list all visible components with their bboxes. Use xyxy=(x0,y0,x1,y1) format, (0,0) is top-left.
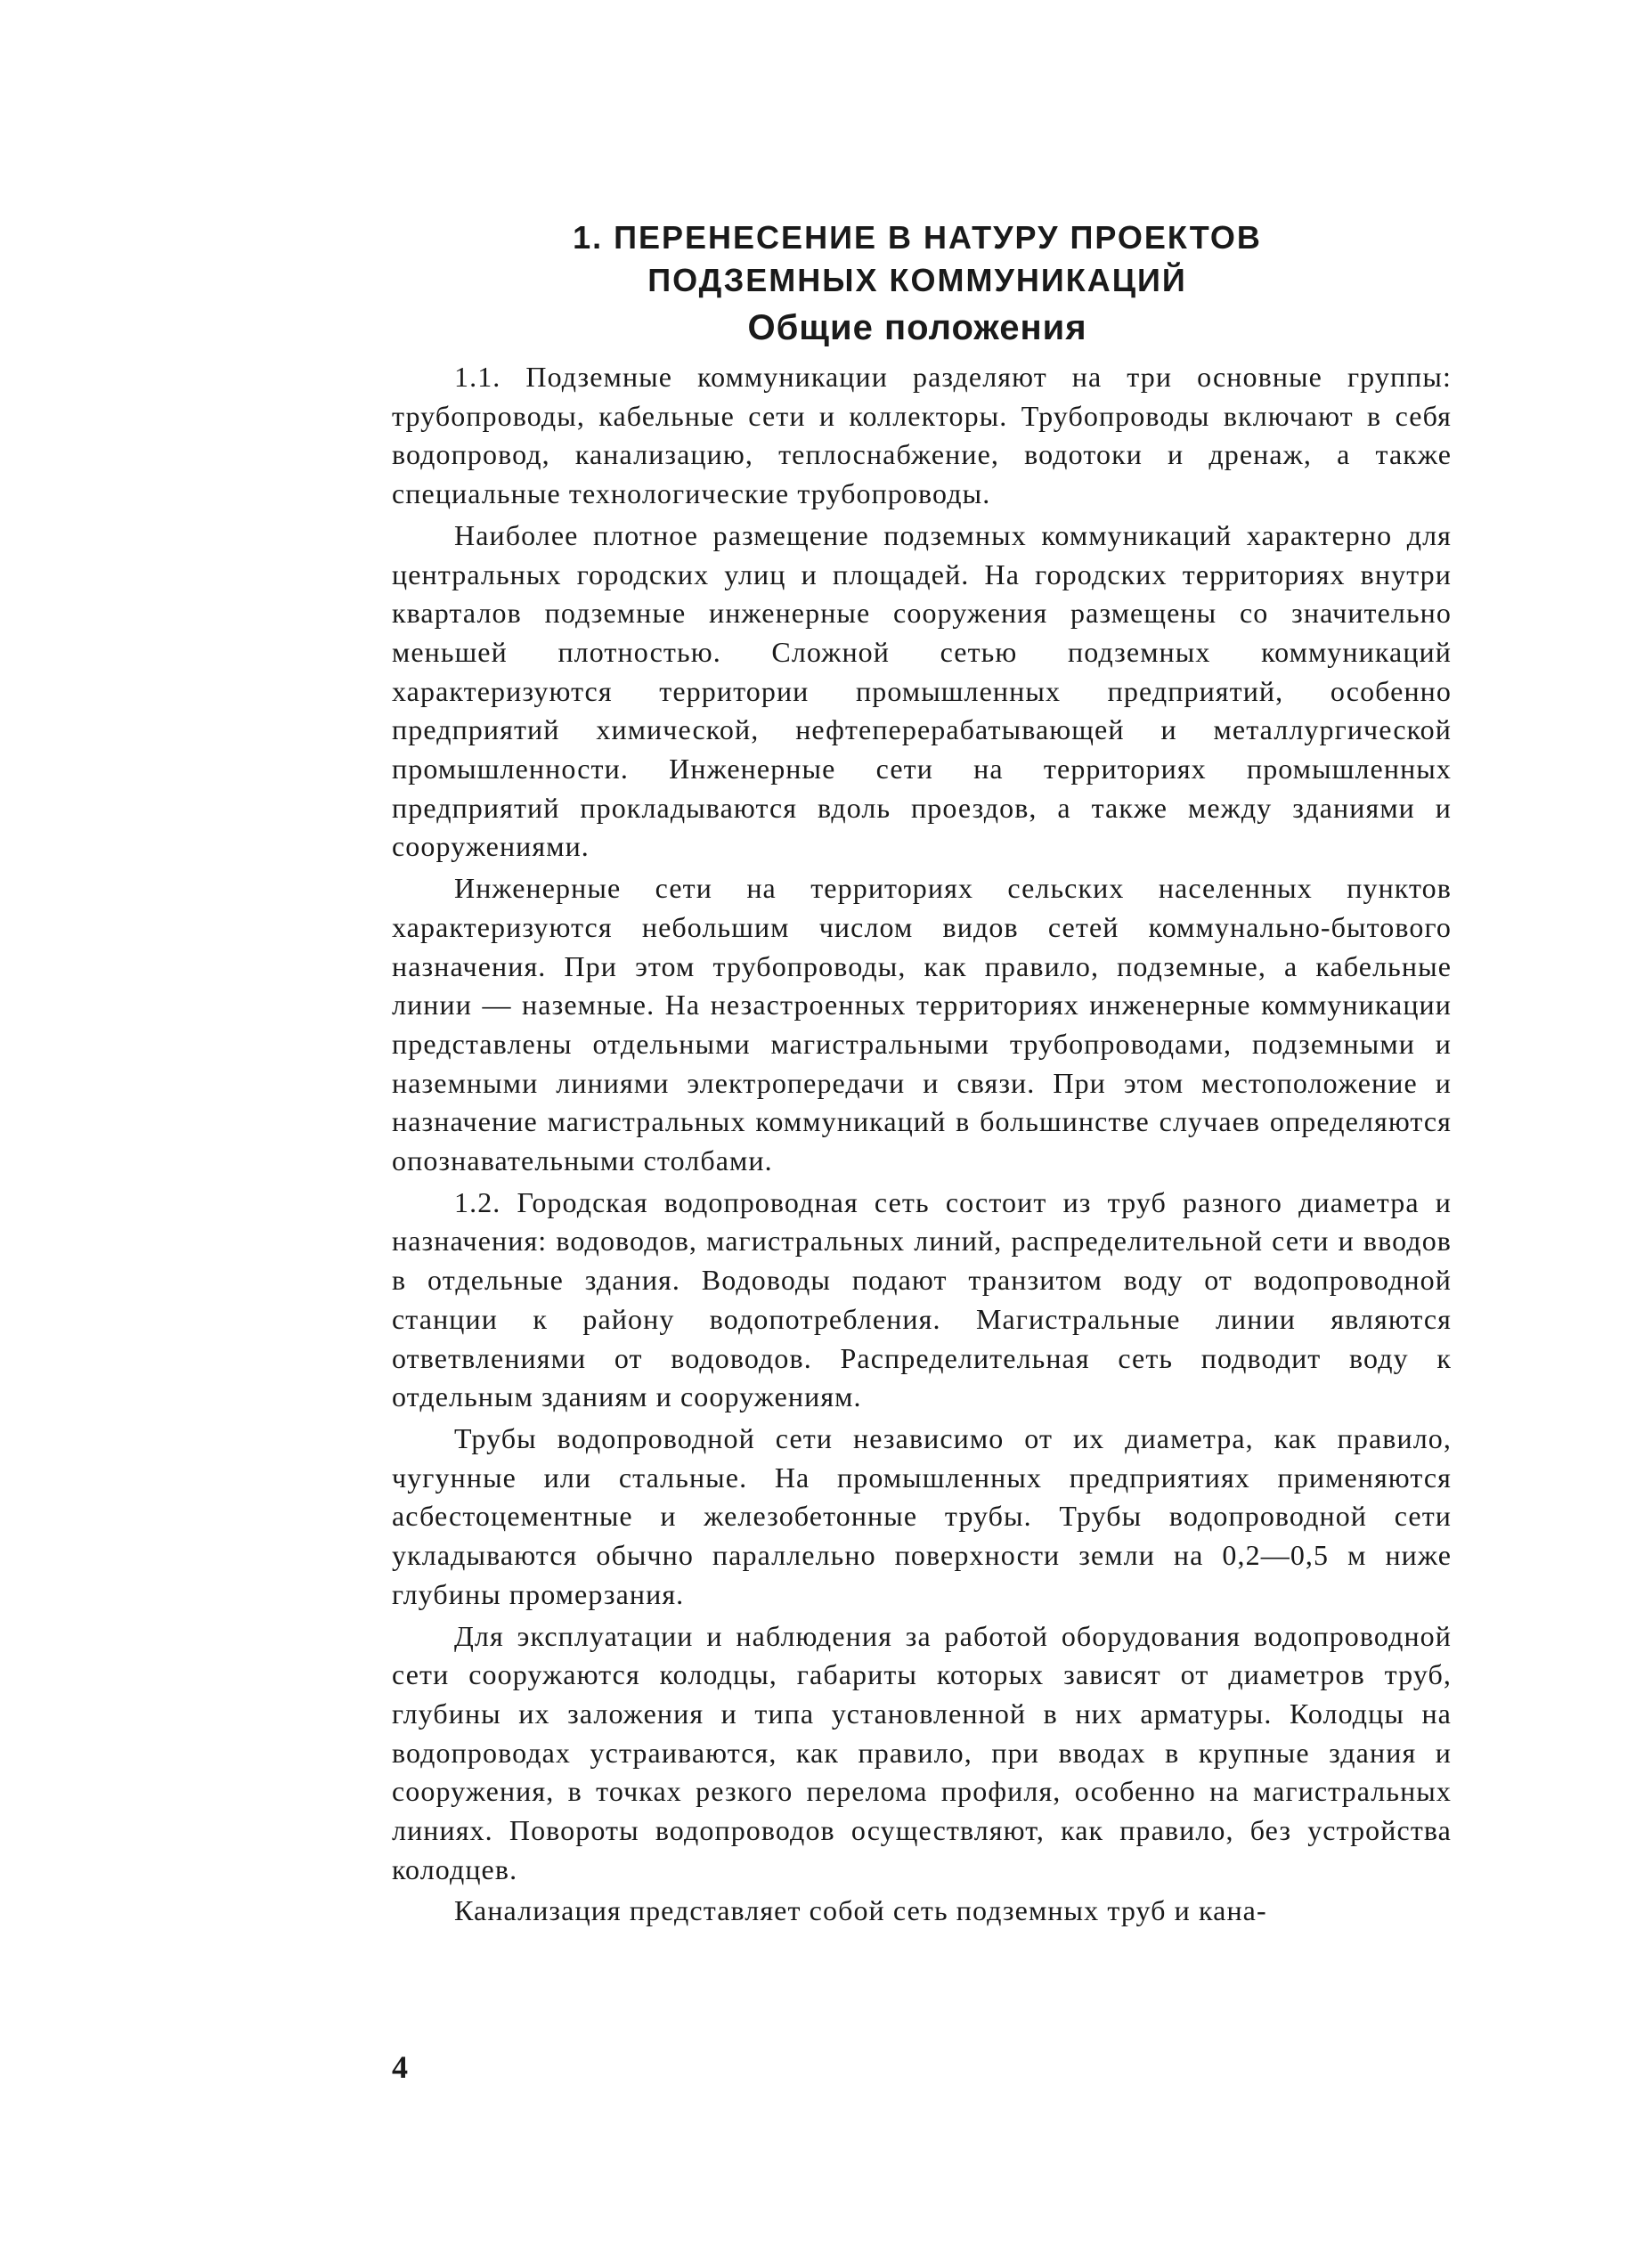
paragraph: 1.1. Подземные коммуникации разделяют на три основные группы: трубопроводы, кабельные сети и коллекторы. Трубопроводы включают в себя водопровод, канализацию, теплоснабжение, водотоки и дренаж, а также специальные технологические трубопроводы. xyxy=(392,361,1452,510)
paragraph-last: Канализация представляет собой сеть подземных труб и кана- xyxy=(454,1894,1267,1927)
paragraph: 1.2. Городская водопроводная сеть состоит из труб разного диаметра и назначения: водоводов, магистральных линий, распределительной сети и вводов в отдельные здания. Водоводы подают транзитом воду от водопроводной станции к району водопотребления. Магистральные линии являются ответвлениями от водоводов. Распределительная сеть подводит воду к отдельным зданиям и сооружениям. xyxy=(392,1185,1452,1413)
page-number: 4 xyxy=(392,2049,408,2085)
paragraph: Инженерные сети на территориях сельских населенных пунктов характеризуются небольшим числом видов сетей коммунально-бытового назначения. При этом трубопроводы, как правило, подземные, а кабельные линии — наземные. На незастроенных территориях инженерные коммуникации представлены отдельными магистральными трубопроводами, подземными и наземными линиями электропередачи и связи. При этом местоположение и назначение магистральных коммуникаций в большинстве случаев определяются опознавательными столбами. xyxy=(392,872,1452,1177)
section-heading-line-1: 1. ПЕРЕНЕСЕНИЕ В НАТУРУ ПРОЕКТОВ xyxy=(573,219,1262,256)
section-heading-line-2: ПОДЗЕМНЫХ КОММУНИКАЦИЙ xyxy=(647,262,1187,298)
paragraph: Наиболее плотное размещение подземных коммуникаций характерно для центральных городских улиц и площадей. На городских территориях внутри кварталов подземные инженерные сооружения размещены со значительно меньшей плотностью. Сложной сетью подземных коммуникаций характеризуются территории промышленных предприятий, особенно предприятий химической, нефтеперерабатывающей и металлургической промышленности. Инженерные сети на территориях промышленных предприятий прокладываются вдоль проездов, а также между зданиями и сооружениями. xyxy=(392,518,1452,863)
subsection-heading: Общие положения xyxy=(747,308,1087,347)
paragraph: Для эксплуатации и наблюдения за работой оборудования водопроводной сети сооружаются колодцы, габариты которых зависят от диаметров труб, глубины их заложения и типа установленной в них арматуры. Колодцы на водопроводах устраиваются, как правило, при вводах в крупные здания и сооружения, в точках резкого перелома профиля, особенно на магистральных линиях. Повороты водопроводов осуществляют, как правило, без устройства колодцев. xyxy=(392,1619,1452,1885)
paragraph: Трубы водопроводной сети независимо от их диаметра, как правило, чугунные или стальные. На промышленных предприятиях применяются асбестоцементные и железобетонные трубы. Трубы водопроводной сети укладываются обычно параллельно поверхности земли на 0,2—0,5 м ниже глубины промерзания. xyxy=(392,1421,1452,1610)
body-text xyxy=(392,358,1452,1933)
